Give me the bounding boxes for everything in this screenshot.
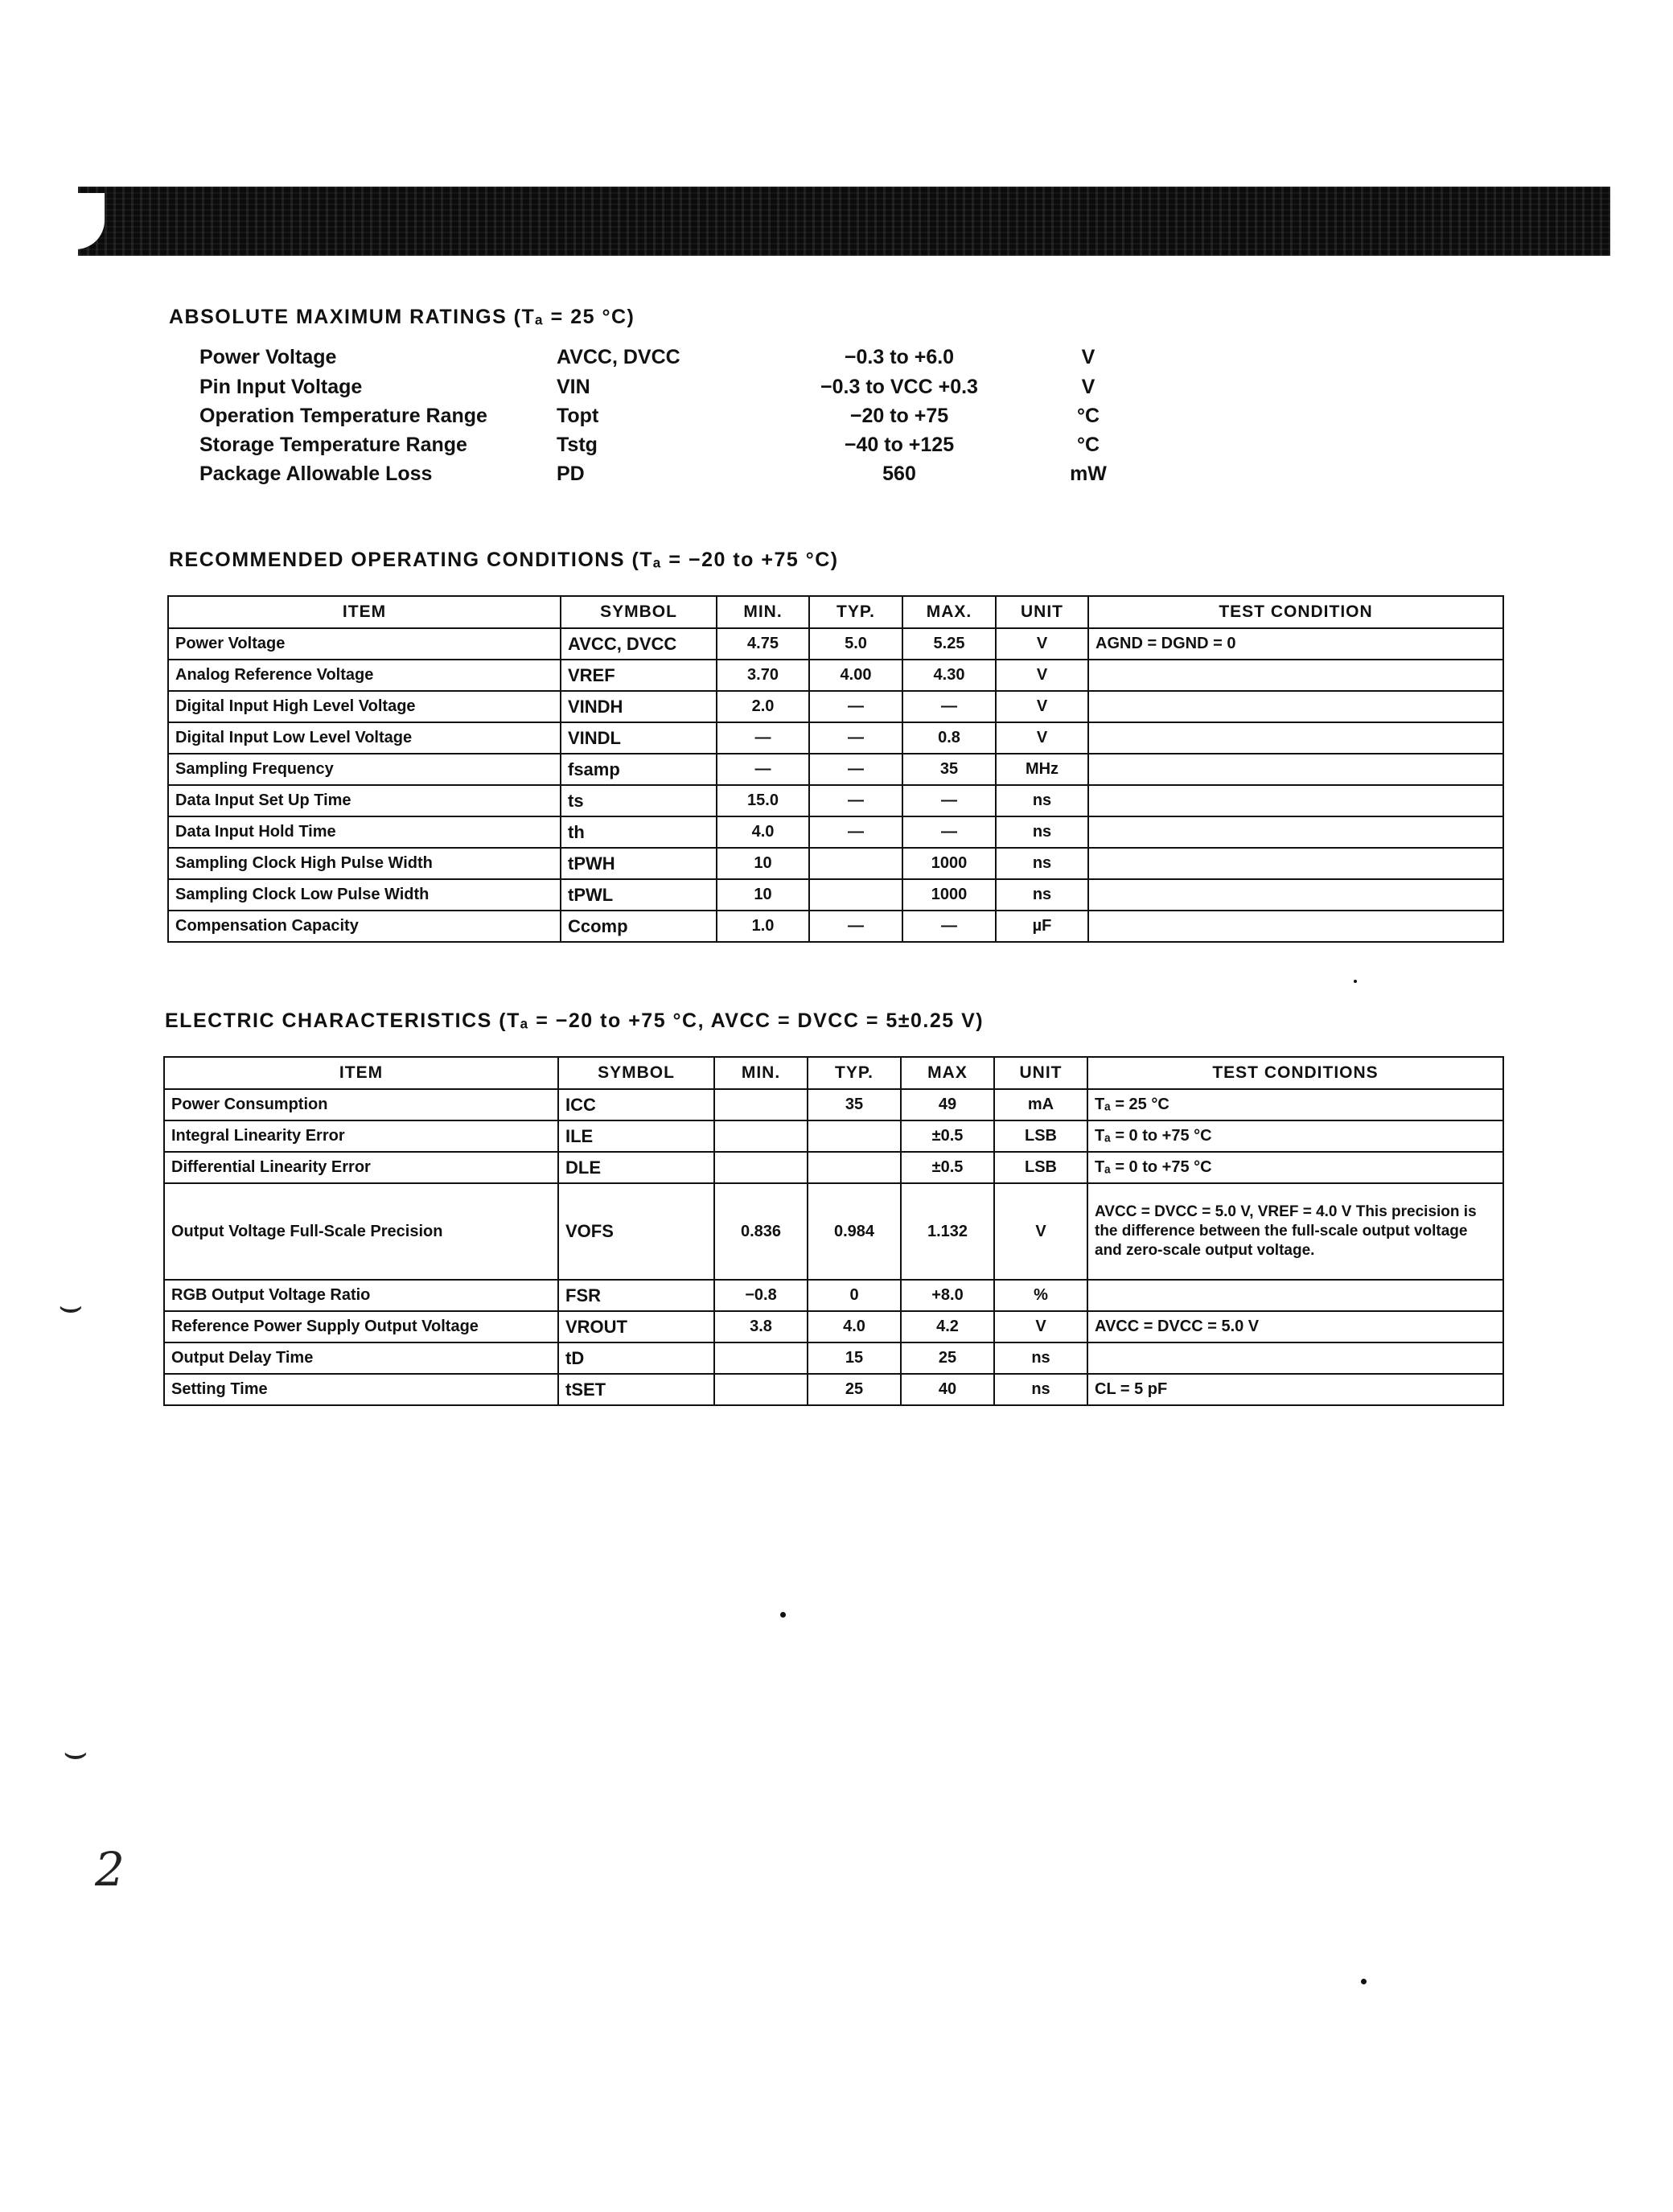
cell-unit: LSB — [994, 1120, 1087, 1152]
col-header: TEST CONDITION — [1088, 596, 1503, 628]
cell-symbol: ILE — [558, 1120, 714, 1152]
handwritten-page-number: 2 — [95, 1842, 125, 1897]
abs-unit: V — [1081, 346, 1095, 368]
cell-condition — [1088, 911, 1503, 942]
cell-symbol: AVCC, DVCC — [561, 628, 717, 660]
cell-max: 1000 — [902, 879, 996, 911]
cell-unit: % — [994, 1280, 1087, 1311]
speck — [1361, 1979, 1367, 1984]
cell-typ — [808, 1120, 901, 1152]
cell-item: Data Input Hold Time — [168, 816, 561, 848]
recommended-table — [167, 595, 1504, 943]
abs-symbol: PD — [557, 463, 585, 485]
cell-typ — [809, 848, 902, 879]
col-header: UNIT — [994, 1057, 1087, 1089]
cell-unit: V — [996, 660, 1088, 691]
cell-symbol: VINDH — [561, 691, 717, 722]
abs-symbol: Topt — [557, 405, 599, 427]
abs-title: ABSOLUTE MAXIMUM RATINGS (Tₐ = 25 °C) — [169, 306, 635, 328]
cell-min — [714, 1120, 808, 1152]
cell-item: Digital Input Low Level Voltage — [168, 722, 561, 754]
cell-unit: V — [994, 1183, 1087, 1280]
table-row — [164, 1311, 1503, 1342]
cell-min: 4.0 — [717, 816, 809, 848]
cell-min: 2.0 — [717, 691, 809, 722]
rec-title: RECOMMENDED OPERATING CONDITIONS (Tₐ = −20 to +75 °C) — [169, 549, 839, 571]
cell-symbol: ts — [561, 785, 717, 816]
table-row — [168, 691, 1503, 722]
cell-symbol: tSET — [558, 1374, 714, 1405]
abs-value: −0.3 to +6.0 — [844, 346, 955, 368]
cell-item: Data Input Set Up Time — [168, 785, 561, 816]
abs-item: Power Voltage — [199, 346, 337, 368]
table-row — [164, 1342, 1503, 1374]
cell-typ: 0.984 — [808, 1183, 901, 1280]
cell-unit: V — [996, 722, 1088, 754]
cell-symbol: VINDL — [561, 722, 717, 754]
cell-typ: 25 — [808, 1374, 901, 1405]
table-row — [168, 722, 1503, 754]
cell-item: Integral Linearity Error — [164, 1120, 558, 1152]
cell-item: Compensation Capacity — [168, 911, 561, 942]
abs-symbol: VIN — [557, 376, 590, 398]
table-row — [164, 1152, 1503, 1183]
abs-row — [199, 405, 1124, 430]
margin-hook-mark: ⌣ — [63, 1729, 88, 1774]
cell-max: 1000 — [902, 848, 996, 879]
cell-symbol: th — [561, 816, 717, 848]
abs-symbol: Tstg — [557, 434, 598, 456]
cell-typ: 4.0 — [808, 1311, 901, 1342]
abs-value: −0.3 to VCC +0.3 — [820, 376, 978, 398]
table-row — [164, 1120, 1503, 1152]
cell-condition: AVCC = DVCC = 5.0 V, VREF = 4.0 V This precision is the difference between the full-scale output voltage and zero-scale output voltage. — [1087, 1183, 1503, 1280]
cell-min: 10 — [717, 879, 809, 911]
cell-condition: AVCC = DVCC = 5.0 V — [1087, 1311, 1503, 1342]
cell-max: 49 — [901, 1089, 994, 1120]
cell-min: −0.8 — [714, 1280, 808, 1311]
cell-item: Sampling Clock Low Pulse Width — [168, 879, 561, 911]
col-header: ITEM — [164, 1057, 558, 1089]
cell-min: 1.0 — [717, 911, 809, 942]
table-row — [168, 785, 1503, 816]
cell-item: Differential Linearity Error — [164, 1152, 558, 1183]
cell-min: 10 — [717, 848, 809, 879]
cell-unit: ns — [996, 848, 1088, 879]
cell-item: Sampling Frequency — [168, 754, 561, 785]
cell-symbol: FSR — [558, 1280, 714, 1311]
cell-min: 15.0 — [717, 785, 809, 816]
cell-max: 35 — [902, 754, 996, 785]
cell-condition: Tₐ = 0 to +75 °C — [1087, 1152, 1503, 1183]
cell-min — [714, 1342, 808, 1374]
col-header: MIN. — [714, 1057, 808, 1089]
cell-condition — [1087, 1342, 1503, 1374]
cell-max: ±0.5 — [901, 1120, 994, 1152]
cell-typ — [808, 1152, 901, 1183]
speck — [780, 1612, 786, 1618]
cell-symbol: tPWL — [561, 879, 717, 911]
cell-max: 0.8 — [902, 722, 996, 754]
cell-symbol: VROUT — [558, 1311, 714, 1342]
cell-unit: V — [994, 1311, 1087, 1342]
cell-item: Power Voltage — [168, 628, 561, 660]
cell-unit: ns — [994, 1374, 1087, 1405]
cell-unit: MHz — [996, 754, 1088, 785]
cell-condition — [1088, 660, 1503, 691]
cell-symbol: VREF — [561, 660, 717, 691]
cell-max: 40 — [901, 1374, 994, 1405]
cell-typ: — — [809, 785, 902, 816]
cell-item: RGB Output Voltage Ratio — [164, 1280, 558, 1311]
cell-condition — [1087, 1280, 1503, 1311]
cell-condition — [1088, 722, 1503, 754]
cell-typ — [809, 879, 902, 911]
cell-condition: Tₐ = 25 °C — [1087, 1089, 1503, 1120]
cell-max: — — [902, 691, 996, 722]
abs-item: Operation Temperature Range — [199, 405, 487, 427]
cell-condition — [1088, 754, 1503, 785]
cell-condition: Tₐ = 0 to +75 °C — [1087, 1120, 1503, 1152]
cell-typ: 35 — [808, 1089, 901, 1120]
cell-min — [714, 1089, 808, 1120]
table-row — [168, 816, 1503, 848]
cell-unit: ns — [994, 1342, 1087, 1374]
cell-item: Digital Input High Level Voltage — [168, 691, 561, 722]
cell-typ: 5.0 — [809, 628, 902, 660]
header-banner — [78, 187, 1610, 256]
col-header: TYP. — [808, 1057, 901, 1089]
table-header-row — [164, 1057, 1503, 1089]
abs-row — [199, 376, 1124, 401]
table-row — [164, 1089, 1503, 1120]
col-header: MIN. — [717, 596, 809, 628]
cell-unit: mA — [994, 1089, 1087, 1120]
cell-min: — — [717, 754, 809, 785]
col-header: SYMBOL — [561, 596, 717, 628]
abs-item: Pin Input Voltage — [199, 376, 363, 398]
col-header: MAX. — [902, 596, 996, 628]
abs-unit: °C — [1076, 434, 1100, 456]
cell-symbol: fsamp — [561, 754, 717, 785]
abs-item: Storage Temperature Range — [199, 434, 467, 456]
cell-min: 0.836 — [714, 1183, 808, 1280]
col-header: ITEM — [168, 596, 561, 628]
cell-max: 5.25 — [902, 628, 996, 660]
cell-symbol: DLE — [558, 1152, 714, 1183]
cell-max: 1.132 — [901, 1183, 994, 1280]
table-row — [168, 754, 1503, 785]
abs-value: 560 — [882, 463, 916, 485]
cell-symbol: tD — [558, 1342, 714, 1374]
cell-symbol: tPWH — [561, 848, 717, 879]
cell-condition — [1088, 816, 1503, 848]
cell-typ: 15 — [808, 1342, 901, 1374]
cell-max: 25 — [901, 1342, 994, 1374]
cell-unit: V — [996, 628, 1088, 660]
cell-condition: AGND = DGND = 0 — [1088, 628, 1503, 660]
cell-min — [714, 1374, 808, 1405]
cell-item: Power Consumption — [164, 1089, 558, 1120]
table-row — [164, 1374, 1503, 1405]
cell-item: Setting Time — [164, 1374, 558, 1405]
cell-condition — [1088, 691, 1503, 722]
abs-unit: V — [1081, 376, 1095, 398]
cell-condition: CL = 5 pF — [1087, 1374, 1503, 1405]
cell-unit: ns — [996, 816, 1088, 848]
cell-typ: 4.00 — [809, 660, 902, 691]
abs-item: Package Allowable Loss — [199, 463, 433, 485]
cell-item: Sampling Clock High Pulse Width — [168, 848, 561, 879]
cell-unit: V — [996, 691, 1088, 722]
cell-max: ±0.5 — [901, 1152, 994, 1183]
cell-unit: ns — [996, 879, 1088, 911]
cell-item: Output Delay Time — [164, 1342, 558, 1374]
cell-item: Output Voltage Full-Scale Precision — [164, 1183, 558, 1280]
table-row — [168, 848, 1503, 879]
cell-typ: — — [809, 816, 902, 848]
margin-hook-mark: ⌣ — [58, 1283, 84, 1328]
cell-min — [714, 1152, 808, 1183]
cell-typ: — — [809, 691, 902, 722]
cell-unit: ns — [996, 785, 1088, 816]
elec-title: ELECTRIC CHARACTERISTICS (Tₐ = −20 to +75 °C, AVCC = DVCC = 5±0.25 V) — [165, 1009, 984, 1032]
cell-min: 3.70 — [717, 660, 809, 691]
cell-condition — [1088, 785, 1503, 816]
cell-min: 4.75 — [717, 628, 809, 660]
col-header: MAX — [901, 1057, 994, 1089]
abs-value: −40 to +125 — [844, 434, 955, 456]
cell-min: 3.8 — [714, 1311, 808, 1342]
electric-table — [163, 1056, 1504, 1406]
cell-typ: — — [809, 754, 902, 785]
cell-condition — [1088, 848, 1503, 879]
cell-unit: µF — [996, 911, 1088, 942]
table-header-row — [168, 596, 1503, 628]
col-header: UNIT — [996, 596, 1088, 628]
cell-max: 4.30 — [902, 660, 996, 691]
table-row — [164, 1280, 1503, 1311]
col-header: SYMBOL — [558, 1057, 714, 1089]
table-row — [164, 1183, 1503, 1280]
abs-value: −20 to +75 — [849, 405, 949, 427]
cell-typ: 0 — [808, 1280, 901, 1311]
abs-row — [199, 434, 1124, 459]
cell-typ: — — [809, 722, 902, 754]
cell-max: +8.0 — [901, 1280, 994, 1311]
cell-symbol: VOFS — [558, 1183, 714, 1280]
cell-symbol: Ccomp — [561, 911, 717, 942]
col-header: TYP. — [809, 596, 902, 628]
table-row — [168, 628, 1503, 660]
col-header: TEST CONDITIONS — [1087, 1057, 1503, 1089]
abs-unit: °C — [1076, 405, 1100, 427]
cell-max: — — [902, 785, 996, 816]
cell-max: 4.2 — [901, 1311, 994, 1342]
cell-min: — — [717, 722, 809, 754]
table-row — [168, 911, 1503, 942]
cell-typ: — — [809, 911, 902, 942]
cell-max: — — [902, 911, 996, 942]
abs-row — [199, 463, 1124, 488]
table-row — [168, 879, 1503, 911]
table-row — [168, 660, 1503, 691]
speck — [1354, 980, 1357, 983]
cell-symbol: ICC — [558, 1089, 714, 1120]
cell-item: Reference Power Supply Output Voltage — [164, 1311, 558, 1342]
abs-symbol: AVCC, DVCC — [557, 346, 680, 368]
cell-condition — [1088, 879, 1503, 911]
cell-item: Analog Reference Voltage — [168, 660, 561, 691]
cell-unit: LSB — [994, 1152, 1087, 1183]
cell-max: — — [902, 816, 996, 848]
abs-row — [199, 346, 1124, 372]
abs-unit: mW — [1070, 463, 1107, 485]
